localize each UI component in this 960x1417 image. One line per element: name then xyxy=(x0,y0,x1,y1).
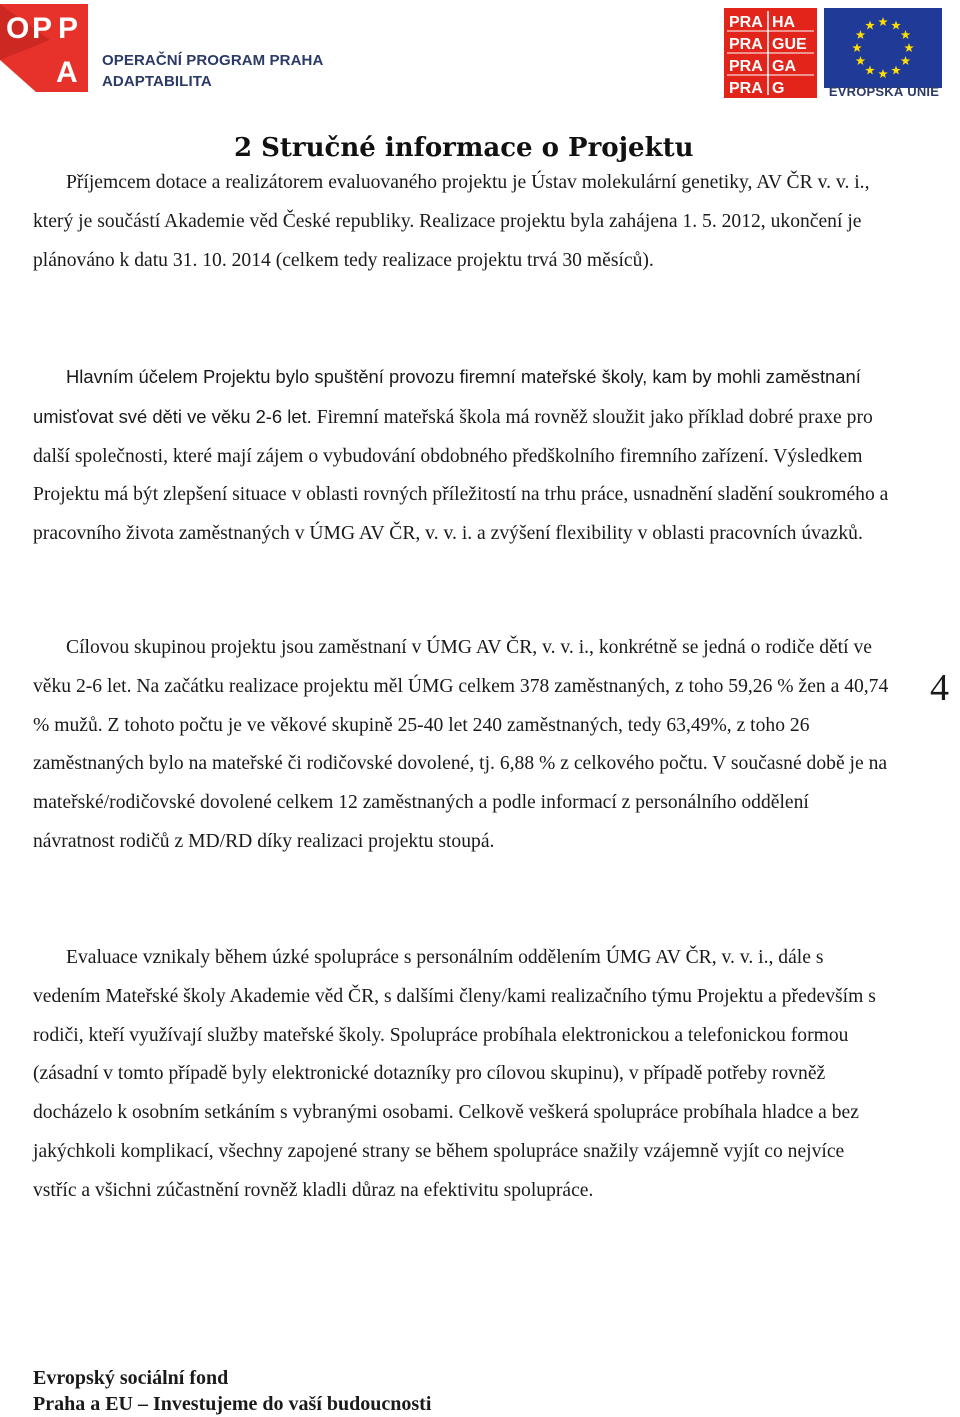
section-heading: 2 Stručné informace o Projektu xyxy=(234,133,694,163)
paragraph-4-text: Evaluace vznikaly během úzké spolupráce s personálním oddělením ÚMG AV ČR, v. v. i., dále s vedením Mateřské školy Akademie věd ČR, s dalšími členy/kami realizačního týmu Projektu a především s rodiči, kteří využívají služby mateřské školy. Spolupráce probíhala elektronickou a telefonickou formou (zásadní v tomto případě byly elektronické dotazníky pro cílovou skupinu), v případě potřeby rovněž docházelo k osobním setkáním s vybranými osobami. Celkově veškerá spolupráce probíhala hladce a bez jakýchkoli komplikací, všechny zapojené strany se během spolupráce snažily vzájemně vyjít co nejvíce vstříc a všichni zúčastnění rovněž kladli důraz na efektivitu spolupráce. xyxy=(33,947,876,1201)
paragraph-3 xyxy=(33,629,889,862)
paragraph-1-text: Příjemcem dotace a realizátorem evaluovaného projektu je Ústav molekulární genetiky, AV ČR v. v. i., který je součástí Akademie věd České republiky. Realizace projektu byla zahájena 1. 5. 2012, ukončení je plánováno k datu 31. 10. 2014 (celkem tedy realizace projektu trvá 30 měsíců). xyxy=(33,172,870,271)
paragraph-2-lead-text: Hlavním účelem Projektu bylo spuštění provozu firemní mateřské školy, kam by mohli zaměstnaní umisťovat své děti ve věku 2-6 let. xyxy=(33,366,861,427)
paragraph-4 xyxy=(33,939,889,1211)
praha-logo xyxy=(724,8,817,98)
page-number: 4 xyxy=(930,667,949,709)
opp-logo-letter-o: O xyxy=(6,12,30,45)
paragraph-2-text: Firemní mateřská škola má rovněž sloužit jako příklad dobré praxe pro další společnosti, které mají zájem o vybudování obdobného předškolního firemního zařízení. Výsledkem Projektu má být zlepšení situace v oblasti rovných příležitostí na trhu práce, usnadnění sladění soukromého a pracovního života zaměstnaných v ÚMG AV ČR, v. v. i. a zvýšení flexibility v oblasti pracovních úvazků. xyxy=(33,406,889,545)
praha-logo-cell: PRA xyxy=(729,80,763,97)
opp-logo-caption xyxy=(102,50,323,92)
footer-line2: Praha a EU – Investujeme do vaší budoucnosti xyxy=(33,1393,432,1415)
eu-flag-logo xyxy=(824,8,942,88)
paragraph-2 xyxy=(33,358,889,554)
praha-logo-cell: PRA xyxy=(729,14,763,31)
paragraph-1 xyxy=(33,164,889,280)
footer xyxy=(33,1365,431,1417)
praha-logo-cell: PRA xyxy=(729,36,763,53)
praha-logo-cell: PRA xyxy=(729,58,763,75)
praha-logo-cell: G xyxy=(772,80,785,97)
opp-logo-letter-p2: P xyxy=(58,12,79,45)
opp-logo-letter-p1: P xyxy=(32,12,53,45)
opp-caption-line2: ADAPTABILITA xyxy=(102,73,212,90)
opp-logo-letter-a: A xyxy=(56,56,78,89)
paragraph-3-text: Cílovou skupinou projektu jsou zaměstnaní v ÚMG AV ČR, v. v. i., konkrétně se jedná o rodiče dětí ve věku 2-6 let. Na začátku realizace projektu měl ÚMG celkem 378 zaměstnaných, z toho 59,26 % žen a 40,74 % mužů. Z tohoto počtu je ve věkové skupině 25-40 let 240 zaměstnaných, tedy 63,49%, z toho 26 zaměstnaných bylo na mateřské či rodičovské dovolené, tj. 6,88 % z celkového počtu. V současné době je na mateřské/rodičovské dovolené celkem 12 zaměstnaných a podle informací z personálního oddělení návratnost rodičů z MD/RD díky realizaci projektu stoupá. xyxy=(33,637,889,852)
opp-caption-line1: OPERAČNÍ PROGRAM PRAHA xyxy=(102,52,324,69)
footer-line1: Evropský sociální fond xyxy=(33,1367,229,1389)
eu-caption: EVROPSKÁ UNIE xyxy=(828,84,940,99)
praha-logo-cell: GA xyxy=(772,58,796,75)
praha-logo-cell: HA xyxy=(772,14,796,31)
praha-logo-cell: GUE xyxy=(772,36,807,53)
